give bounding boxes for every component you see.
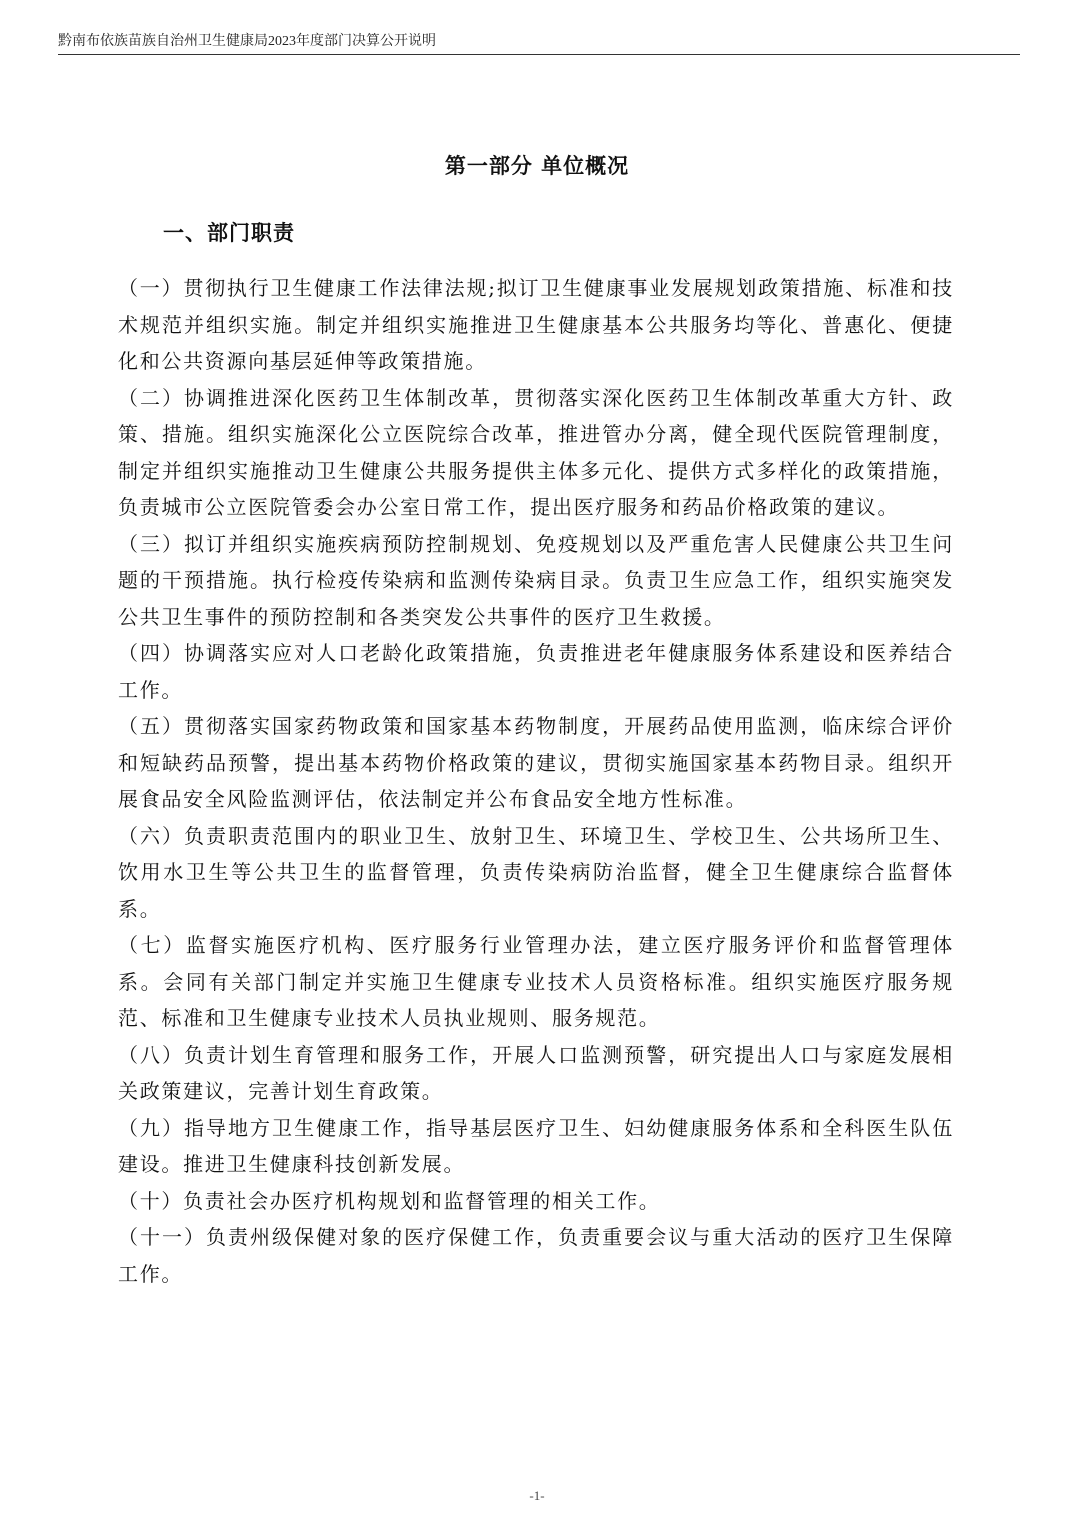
section-heading: 一、部门职责 [163, 221, 295, 245]
page-number: -1- [529, 1488, 545, 1503]
part-title: 第一部分 单位概况 [444, 154, 630, 178]
duty-paragraph: （八）负责计划生育管理和服务工作，开展人口监测预警，研究提出人口与家庭发展相关政策建议，完善计划生育政策。 [118, 1042, 954, 1103]
duty-paragraph: （九）指导地方卫生健康工作，指导基层医疗卫生、妇幼健康服务体系和全科医生队伍建设。推进卫生健康科技创新发展。 [118, 1115, 954, 1176]
duty-paragraph: （十）负责社会办医疗机构规划和监督管理的相关工作。 [118, 1188, 661, 1213]
duty-paragraph: （一）贯彻执行卫生健康工作法律法规;拟订卫生健康事业发展规划政策措施、标准和技术规范并组织实施。制定并组织实施推进卫生健康基本公共服务均等化、普惠化、便捷化和公共资源向基层延伸等政策措施。 [118, 276, 954, 373]
duty-paragraph: （十一）负责州级保健对象的医疗保健工作，负责重要会议与重大活动的医疗卫生保障工作。 [118, 1225, 954, 1286]
duties-list [118, 270, 954, 1292]
duty-paragraph: （六）负责职责范围内的职业卫生、放射卫生、环境卫生、学校卫生、公共场所卫生、饮用水卫生等公共卫生的监督管理，负责传染病防治监督，健全卫生健康综合监督体系。 [118, 823, 954, 921]
duty-paragraph: （二）协调推进深化医药卫生体制改革，贯彻落实深化医药卫生体制改革重大方针、政策、措施。组织实施深化公立医院综合改革，推进管办分离，健全现代医院管理制度，制定并组织实施推动卫生健康公共服务提供主体多元化、提供方式多样化的政策措施，负责城市公立医院管委会办公室日常工作，提出医疗服务和药品价格政策的建议。 [118, 385, 954, 519]
header-rule [58, 54, 1020, 55]
duty-paragraph: （三）拟订并组织实施疾病预防控制规划、免疫规划以及严重危害人民健康公共卫生问题的干预措施。执行检疫传染病和监测传染病目录。负责卫生应急工作，组织实施突发公共卫生事件的预防控制和各类突发公共事件的医疗卫生救援。 [118, 531, 954, 629]
running-header: 黔南布依族苗族自治州卫生健康局2023年度部门决算公开说明 [58, 34, 436, 49]
duty-paragraph: （四）协调落实应对人口老龄化政策措施，负责推进老年健康服务体系建设和医养结合工作。 [118, 641, 954, 702]
duty-paragraph: （七）监督实施医疗机构、医疗服务行业管理办法，建立医疗服务评价和监督管理体系。会同有关部门制定并实施卫生健康专业技术人员资格标准。组织实施医疗服务规范、标准和卫生健康专业技术人员执业规则、服务规范。 [118, 933, 954, 1030]
duty-paragraph: （五）贯彻落实国家药物政策和国家基本药物制度，开展药品使用监测，临床综合评价和短缺药品预警，提出基本药物价格政策的建议，贯彻实施国家基本药物目录。组织开展食品安全风险监测评估，依法制定并公布食品安全地方性标准。 [118, 714, 954, 811]
